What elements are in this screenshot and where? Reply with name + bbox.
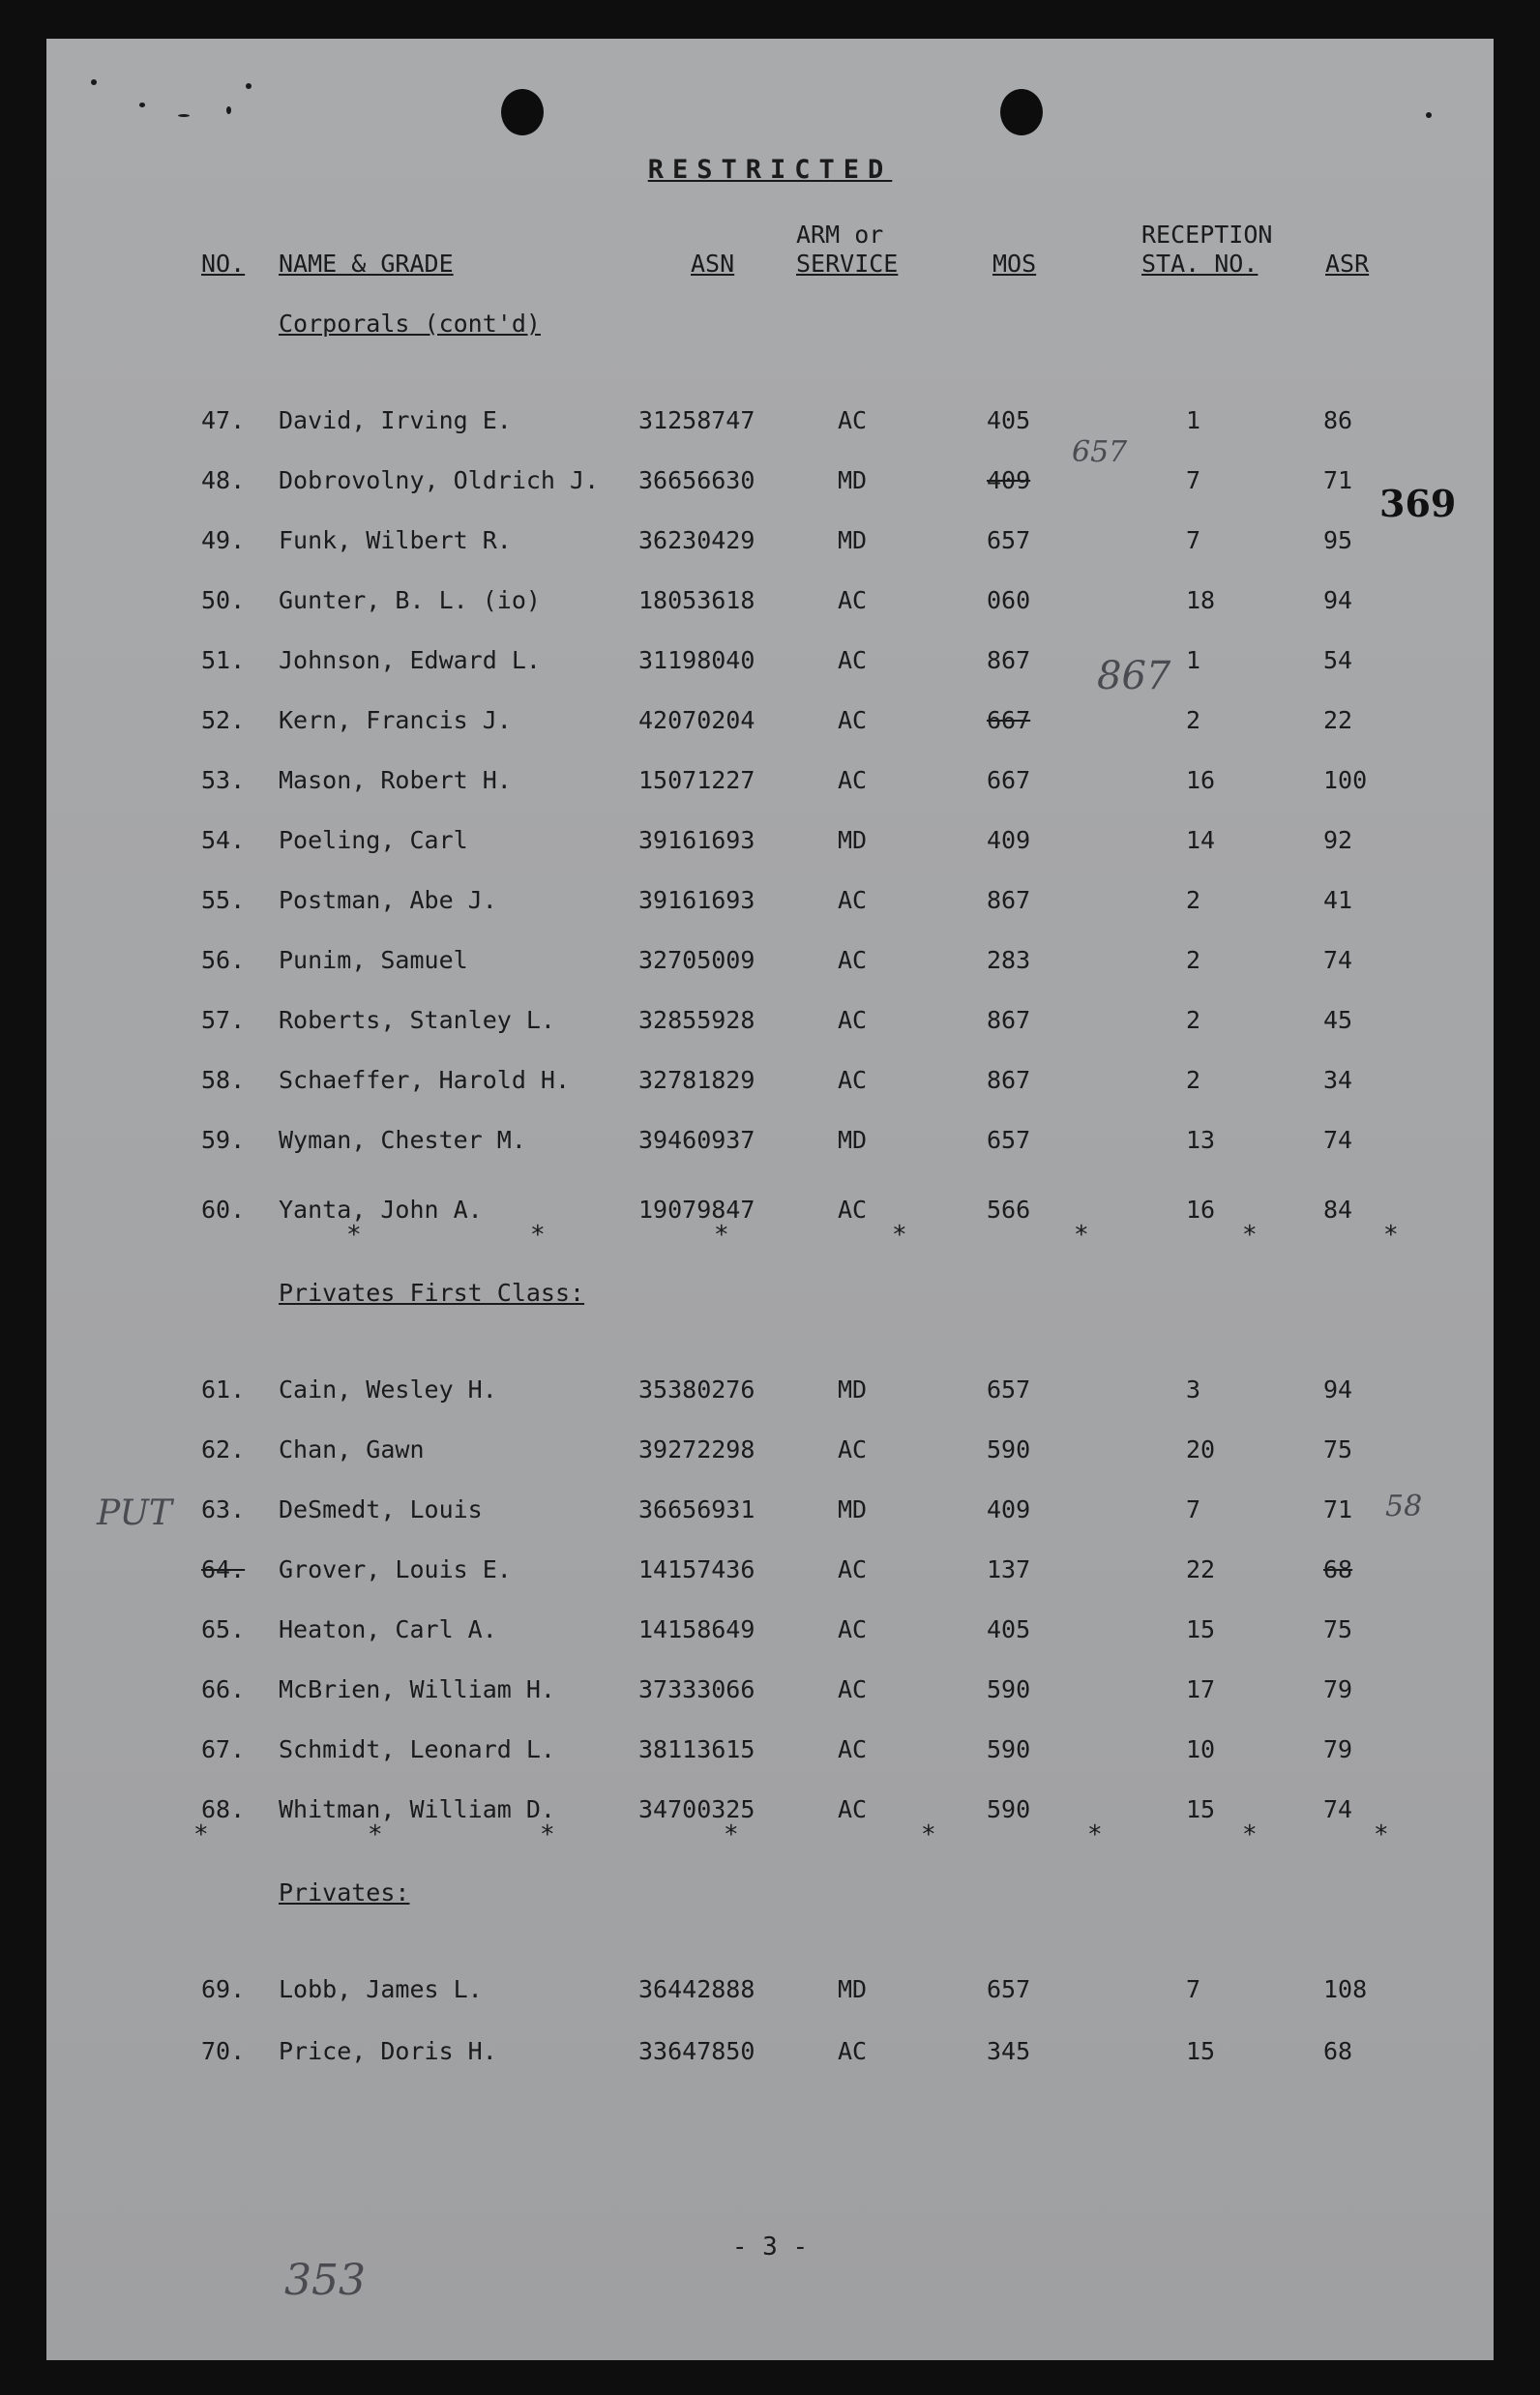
row-number-cell: 51.	[201, 646, 246, 674]
row-number-cell: 48.	[201, 466, 246, 494]
name-grade-cell: Roberts, Stanley L.	[279, 1006, 555, 1034]
asr-cell: 34	[1323, 1066, 1353, 1094]
table-row	[46, 1735, 1494, 1774]
name-grade-cell: Johnson, Edward L.	[279, 646, 541, 674]
table-row	[46, 646, 1494, 685]
row-number-cell: 53.	[201, 766, 246, 794]
row-number-cell: 52.	[201, 706, 246, 734]
reception-station-cell: 2	[1186, 706, 1201, 734]
separator-stars: * * * * * * *	[346, 1221, 1399, 1250]
mos-cell: 657	[987, 1375, 1031, 1404]
mos-cell: 590	[987, 1435, 1031, 1464]
asn-cell: 32781829	[638, 1066, 755, 1094]
asr-cell: 45	[1323, 1006, 1353, 1034]
asn-cell: 35380276	[638, 1375, 755, 1404]
row-number-cell: 66.	[201, 1675, 246, 1703]
mos-cell: 867	[987, 1066, 1031, 1094]
asn-cell: 32855928	[638, 1006, 755, 1034]
arm-service-cell: AC	[838, 646, 868, 674]
arm-service-cell: AC	[838, 766, 868, 794]
classification-heading: RESTRICTED	[647, 155, 893, 185]
asr-cell: 68	[1323, 1555, 1353, 1583]
asr-cell: 108	[1323, 1975, 1368, 2003]
row-number-cell: 63.	[201, 1495, 246, 1523]
col-header-name: NAME & GRADE	[279, 250, 454, 278]
section-heading-corporals: Corporals (cont'd)	[279, 310, 541, 338]
separator-stars: * * * * * * * *	[193, 1820, 1389, 1849]
table-row	[46, 586, 1494, 625]
table-row	[46, 1975, 1494, 2014]
reception-station-cell: 16	[1186, 766, 1216, 794]
asn-cell: 39161693	[638, 826, 755, 854]
arm-service-cell: AC	[838, 886, 868, 914]
arm-service-cell: MD	[838, 1975, 868, 2003]
table-row	[46, 1555, 1494, 1594]
name-grade-cell: Grover, Louis E.	[279, 1555, 512, 1583]
handwritten-margin-note: PUT	[97, 1493, 172, 1533]
mos-cell: 867	[987, 886, 1031, 914]
arm-service-cell: AC	[838, 1555, 868, 1583]
name-grade-cell: Punim, Samuel	[279, 946, 468, 974]
mos-cell: 657	[987, 1975, 1031, 2003]
speck	[226, 106, 231, 114]
row-number-cell: 54.	[201, 826, 246, 854]
name-grade-cell: DeSmedt, Louis	[279, 1495, 483, 1523]
handwritten-page-number: 353	[284, 2256, 366, 2305]
asr-cell: 74	[1323, 1126, 1353, 1154]
row-number-cell: 62.	[201, 1435, 246, 1464]
row-number-cell: 60.	[201, 1196, 246, 1224]
speck	[246, 83, 252, 89]
asn-cell: 18053618	[638, 586, 755, 614]
table-row	[46, 466, 1494, 505]
arm-service-cell: AC	[838, 946, 868, 974]
reception-station-cell: 17	[1186, 1675, 1216, 1703]
mos-cell: 283	[987, 946, 1031, 974]
table-row	[46, 526, 1494, 565]
asr-cell: 71	[1323, 466, 1353, 494]
row-number-cell: 50.	[201, 586, 246, 614]
name-grade-cell: Heaton, Carl A.	[279, 1615, 497, 1643]
col-header-reception-line1: RECEPTION	[1141, 221, 1273, 249]
arm-service-cell: MD	[838, 1495, 868, 1523]
table-row	[46, 1495, 1494, 1534]
arm-service-cell: AC	[838, 1675, 868, 1703]
asr-cell: 75	[1323, 1435, 1353, 1464]
table-row	[46, 706, 1494, 745]
name-grade-cell: David, Irving E.	[279, 406, 512, 434]
col-header-reception-line2: STA. NO.	[1141, 250, 1259, 278]
asn-cell: 33647850	[638, 2037, 755, 2065]
name-grade-cell: Postman, Abe J.	[279, 886, 497, 914]
mos-cell: 590	[987, 1735, 1031, 1763]
arm-service-cell: MD	[838, 526, 868, 554]
row-number-cell: 58.	[201, 1066, 246, 1094]
reception-station-cell: 18	[1186, 586, 1216, 614]
col-header-arm-line1: ARM or	[796, 221, 884, 249]
reception-station-cell: 7	[1186, 1975, 1201, 2003]
asn-cell: 19079847	[638, 1196, 755, 1224]
name-grade-cell: Lobb, James L.	[279, 1975, 483, 2003]
arm-service-cell: AC	[838, 406, 868, 434]
row-number-cell: 47.	[201, 406, 246, 434]
asn-cell: 34700325	[638, 1795, 755, 1823]
table-row	[46, 1006, 1494, 1045]
col-header-arm-line2: SERVICE	[796, 250, 899, 278]
name-grade-cell: Kern, Francis J.	[279, 706, 512, 734]
col-header-no: NO.	[201, 250, 246, 278]
name-grade-cell: Schaeffer, Harold H.	[279, 1066, 571, 1094]
reception-station-cell: 15	[1186, 1795, 1216, 1823]
stamped-number: 369	[1379, 482, 1457, 525]
asr-cell: 22	[1323, 706, 1353, 734]
asn-cell: 39161693	[638, 886, 755, 914]
name-grade-cell: Schmidt, Leonard L.	[279, 1735, 555, 1763]
arm-service-cell: AC	[838, 1795, 868, 1823]
reception-station-cell: 22	[1186, 1555, 1216, 1583]
mos-cell: 345	[987, 2037, 1031, 2065]
name-grade-cell: Wyman, Chester M.	[279, 1126, 526, 1154]
row-number-cell: 67.	[201, 1735, 246, 1763]
row-number-cell: 70.	[201, 2037, 246, 2065]
name-grade-cell: Whitman, William D.	[279, 1795, 555, 1823]
table-row	[46, 1675, 1494, 1714]
asr-cell: 79	[1323, 1675, 1353, 1703]
arm-service-cell: AC	[838, 1196, 868, 1224]
section-heading-privates: Privates:	[279, 1878, 410, 1907]
arm-service-cell: MD	[838, 1375, 868, 1404]
reception-station-cell: 14	[1186, 826, 1216, 854]
asr-cell: 92	[1323, 826, 1353, 854]
arm-service-cell: AC	[838, 706, 868, 734]
reception-station-cell: 1	[1186, 406, 1201, 434]
reception-station-cell: 2	[1186, 1006, 1201, 1034]
asn-cell: 38113615	[638, 1735, 755, 1763]
name-grade-cell: Chan, Gawn	[279, 1435, 425, 1464]
mos-cell: 667	[987, 766, 1031, 794]
asn-cell: 31258747	[638, 406, 755, 434]
asr-cell: 71	[1323, 1495, 1353, 1523]
asr-cell: 54	[1323, 646, 1353, 674]
mos-cell: 137	[987, 1555, 1031, 1583]
row-number-cell: 59.	[201, 1126, 246, 1154]
mos-cell: 405	[987, 1615, 1031, 1643]
asn-cell: 36442888	[638, 1975, 755, 2003]
reception-station-cell: 16	[1186, 1196, 1216, 1224]
name-grade-cell: Poeling, Carl	[279, 826, 468, 854]
asn-cell: 39272298	[638, 1435, 755, 1464]
table-row	[46, 1615, 1494, 1654]
asr-cell: 75	[1323, 1615, 1353, 1643]
reception-station-cell: 20	[1186, 1435, 1216, 1464]
asr-cell: 94	[1323, 1375, 1353, 1404]
asn-cell: 14157436	[638, 1555, 755, 1583]
punch-hole-left	[501, 89, 544, 135]
table-row	[46, 946, 1494, 985]
table-row	[46, 1435, 1494, 1474]
asr-cell: 86	[1323, 406, 1353, 434]
arm-service-cell: MD	[838, 1126, 868, 1154]
table-row	[46, 826, 1494, 865]
speck	[139, 103, 145, 107]
page-number: - 3 -	[731, 2232, 809, 2262]
section-heading-pfc: Privates First Class:	[279, 1279, 585, 1307]
asr-cell: 68	[1323, 2037, 1353, 2065]
asr-cell: 74	[1323, 1795, 1353, 1823]
asn-cell: 36656630	[638, 466, 755, 494]
reception-station-cell: 1	[1186, 646, 1201, 674]
mos-cell: 409	[987, 1495, 1031, 1523]
reception-station-cell: 7	[1186, 526, 1201, 554]
mos-cell: 590	[987, 1795, 1031, 1823]
asr-cell: 94	[1323, 586, 1353, 614]
name-grade-cell: Funk, Wilbert R.	[279, 526, 512, 554]
arm-service-cell: AC	[838, 1735, 868, 1763]
asn-cell: 15071227	[638, 766, 755, 794]
asn-cell: 14158649	[638, 1615, 755, 1643]
mos-cell: 657	[987, 1126, 1031, 1154]
arm-service-cell: MD	[838, 826, 868, 854]
asr-cell: 100	[1323, 766, 1368, 794]
name-grade-cell: McBrien, William H.	[279, 1675, 555, 1703]
row-number-cell: 49.	[201, 526, 246, 554]
row-number-cell: 55.	[201, 886, 246, 914]
table-row	[46, 1375, 1494, 1414]
arm-service-cell: AC	[838, 1435, 868, 1464]
reception-station-cell: 13	[1186, 1126, 1216, 1154]
col-header-asn: ASN	[691, 250, 735, 278]
handwritten-mos-correction-52: 867	[1097, 654, 1171, 698]
row-number-cell: 57.	[201, 1006, 246, 1034]
reception-station-cell: 2	[1186, 886, 1201, 914]
col-header-mos: MOS	[992, 250, 1037, 278]
mos-cell: 867	[987, 646, 1031, 674]
document-page	[46, 39, 1494, 2360]
mos-cell: 566	[987, 1196, 1031, 1224]
arm-service-cell: AC	[838, 1615, 868, 1643]
name-grade-cell: Dobrovolny, Oldrich J.	[279, 466, 600, 494]
table-row	[46, 766, 1494, 805]
asn-cell: 31198040	[638, 646, 755, 674]
arm-service-cell: AC	[838, 1066, 868, 1094]
mos-cell: 060	[987, 586, 1031, 614]
punch-hole-right	[1000, 89, 1043, 135]
speck	[1426, 112, 1432, 118]
col-header-asr: ASR	[1325, 250, 1370, 278]
asn-cell: 36230429	[638, 526, 755, 554]
table-row	[46, 406, 1494, 445]
name-grade-cell: Mason, Robert H.	[279, 766, 512, 794]
reception-station-cell: 10	[1186, 1735, 1216, 1763]
row-number-cell: 64.	[201, 1555, 246, 1583]
row-number-cell: 68.	[201, 1795, 246, 1823]
reception-station-cell: 7	[1186, 1495, 1201, 1523]
table-row	[46, 1126, 1494, 1165]
asn-cell: 37333066	[638, 1675, 755, 1703]
name-grade-cell: Gunter, B. L. (io)	[279, 586, 541, 614]
asr-cell: 79	[1323, 1735, 1353, 1763]
asn-cell: 42070204	[638, 706, 755, 734]
arm-service-cell: AC	[838, 586, 868, 614]
row-number-cell: 69.	[201, 1975, 246, 2003]
handwritten-mos-correction-48: 657	[1072, 435, 1128, 469]
arm-service-cell: AC	[838, 1006, 868, 1034]
table-row	[46, 1066, 1494, 1105]
mos-cell: 405	[987, 406, 1031, 434]
table-row	[46, 886, 1494, 925]
mos-cell: 667	[987, 706, 1031, 734]
mos-cell: 657	[987, 526, 1031, 554]
row-number-cell: 61.	[201, 1375, 246, 1404]
asr-cell: 95	[1323, 526, 1353, 554]
reception-station-cell: 3	[1186, 1375, 1201, 1404]
mos-cell: 409	[987, 826, 1031, 854]
name-grade-cell: Price, Doris H.	[279, 2037, 497, 2065]
reception-station-cell: 15	[1186, 2037, 1216, 2065]
speck	[91, 79, 97, 85]
speck	[178, 114, 190, 117]
asr-cell: 41	[1323, 886, 1353, 914]
asn-cell: 36656931	[638, 1495, 755, 1523]
reception-station-cell: 2	[1186, 946, 1201, 974]
reception-station-cell: 2	[1186, 1066, 1201, 1094]
mos-cell: 590	[987, 1675, 1031, 1703]
name-grade-cell: Yanta, John A.	[279, 1196, 483, 1224]
asn-cell: 32705009	[638, 946, 755, 974]
arm-service-cell: MD	[838, 466, 868, 494]
reception-station-cell: 15	[1186, 1615, 1216, 1643]
row-number-cell: 65.	[201, 1615, 246, 1643]
arm-service-cell: AC	[838, 2037, 868, 2065]
mos-cell: 409	[987, 466, 1031, 494]
table-row	[46, 2037, 1494, 2076]
handwritten-asr-correction-64: 58	[1385, 1490, 1423, 1523]
mos-cell: 867	[987, 1006, 1031, 1034]
row-number-cell: 56.	[201, 946, 246, 974]
reception-station-cell: 7	[1186, 466, 1201, 494]
asr-cell: 74	[1323, 946, 1353, 974]
asn-cell: 39460937	[638, 1126, 755, 1154]
asr-cell: 84	[1323, 1196, 1353, 1224]
name-grade-cell: Cain, Wesley H.	[279, 1375, 497, 1404]
